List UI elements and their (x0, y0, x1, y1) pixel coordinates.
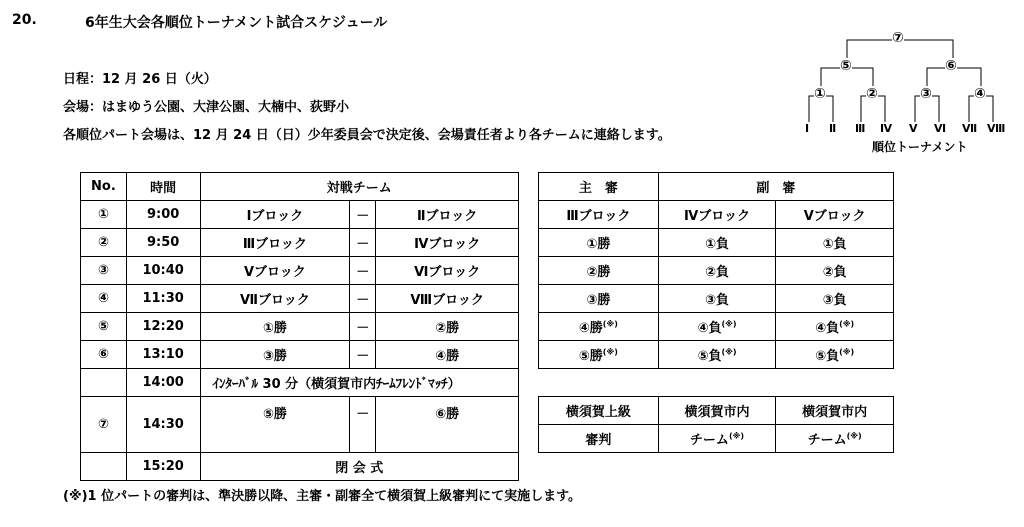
team-2: Ⅱブロック (376, 201, 519, 229)
assistant-2: ①負 (776, 229, 894, 257)
chief-referee (539, 341, 659, 369)
assistant-1: ①負 (658, 229, 776, 257)
vs-dash: － (350, 201, 376, 229)
final-chief-line1: 横須賀上級 (539, 397, 659, 425)
table-row (539, 425, 894, 453)
match-schedule-table (80, 172, 519, 481)
match-time: 9:00 (126, 201, 200, 229)
final-row (81, 397, 519, 453)
vs-dash: － (350, 397, 376, 453)
bracket-match-5: ⑤ (840, 58, 852, 74)
match-no: ③ (81, 257, 127, 285)
match-time: 11:30 (126, 285, 200, 313)
chief-referee: Ⅲブロック (539, 201, 659, 229)
match-no: ④ (81, 285, 127, 313)
bracket-match-2: ② (866, 86, 878, 102)
bracket-block-7: Ⅶ (962, 122, 978, 135)
assistant-2-text: ⑤負 (815, 349, 840, 364)
header-match: 対戦チーム (200, 173, 518, 201)
empty-cell (81, 453, 127, 481)
bracket-caption: 順位トーナメント (872, 140, 968, 154)
team-1: ⑤勝 (200, 397, 350, 453)
note-mark: (※) (846, 431, 862, 441)
bracket-block-1: Ⅰ (805, 122, 810, 135)
page-title: 6年生大会各順位トーナメント試合スケジュール (85, 15, 388, 31)
chief-referee: ③勝 (539, 285, 659, 313)
vs-dash: － (350, 341, 376, 369)
table-row (539, 257, 894, 285)
assistant-2 (776, 313, 894, 341)
chief-referee-text: ④勝 (578, 321, 603, 336)
bracket-match-4: ④ (974, 86, 986, 102)
chief-referee: ①勝 (539, 229, 659, 257)
assistant-2 (776, 341, 894, 369)
header-chief-referee: 主 審 (539, 173, 659, 201)
match-time: 9:50 (126, 229, 200, 257)
bracket-block-3: Ⅲ (855, 122, 866, 135)
bracket-block-6: Ⅵ (934, 122, 947, 135)
table-row (539, 229, 894, 257)
note-mark: (※) (721, 347, 737, 357)
final-assistant2-text: チーム (807, 433, 847, 448)
final-referee-table (538, 396, 894, 453)
assistant-1-text: ④負 (697, 321, 722, 336)
assistant-1 (658, 313, 776, 341)
team-2: Ⅵブロック (376, 257, 519, 285)
team-1: Ⅶブロック (200, 285, 350, 313)
final-assistant1-line2 (658, 425, 776, 453)
match-no: ① (81, 201, 127, 229)
bracket-match-3: ③ (920, 86, 932, 102)
final-assistant1-text: チーム (689, 433, 729, 448)
note-mark: (※) (721, 319, 737, 329)
match-no: ⑦ (81, 397, 127, 453)
schedule-date: 日程：12 月 26 日（火） (63, 72, 217, 87)
chief-referee-text: ⑤勝 (578, 349, 603, 364)
team-1: Ⅲブロック (200, 229, 350, 257)
venue-list: 会場：はまゆう公園、大津公園、大楠中、荻野小 (63, 100, 350, 115)
closing-row (81, 453, 519, 481)
assistant-2-text: ④負 (815, 321, 840, 336)
table-row (81, 285, 519, 313)
table-row (81, 313, 519, 341)
note-mark: (※) (728, 431, 745, 441)
header-no: No. (81, 173, 127, 201)
assistant-2: ③負 (776, 285, 894, 313)
closing-time: 15:20 (126, 453, 200, 481)
interval-text: ｲﾝﾀｰﾊﾞﾙ 30 分（横須賀市内ﾁｰﾑﾌﾚﾝﾄﾞﾏｯﾁ） (200, 369, 518, 397)
bracket-match-1: ① (814, 86, 826, 102)
table-row (81, 201, 519, 229)
match-time: 10:40 (126, 257, 200, 285)
bracket-block-8: Ⅷ (987, 122, 1006, 135)
vs-dash: － (350, 313, 376, 341)
team-2: ④勝 (376, 341, 519, 369)
footnote: (※)1 位パートの審判は、準決勝以降、主審・副審全て横須賀上級審判にて実施します。 (63, 489, 582, 504)
closing-ceremony: 閉 会 式 (200, 453, 518, 481)
empty-cell (81, 369, 127, 397)
team-1: ③勝 (200, 341, 350, 369)
vs-dash: － (350, 285, 376, 313)
table-row (539, 285, 894, 313)
team-1: Ⅰブロック (200, 201, 350, 229)
tournament-bracket (800, 18, 1020, 163)
table-row (539, 201, 894, 229)
table-row (539, 341, 894, 369)
table-header-row (539, 173, 894, 201)
bracket-match-6: ⑥ (945, 58, 957, 74)
chief-referee: ②勝 (539, 257, 659, 285)
assistant-2: ②負 (776, 257, 894, 285)
bracket-block-4: Ⅳ (880, 122, 893, 135)
match-time: 14:30 (126, 397, 200, 453)
table-row (81, 229, 519, 257)
table-row (81, 341, 519, 369)
header-assistant-referee: 副 審 (658, 173, 893, 201)
match-no: ⑤ (81, 313, 127, 341)
vs-dash: － (350, 229, 376, 257)
table-row (539, 397, 894, 425)
bracket-block-2: Ⅱ (829, 122, 837, 135)
assistant-1: ②負 (658, 257, 776, 285)
interval-time: 14:00 (126, 369, 200, 397)
assistant-1: ③負 (658, 285, 776, 313)
final-assistant2-line2 (776, 425, 894, 453)
referee-table (538, 172, 894, 369)
match-time: 12:20 (126, 313, 200, 341)
header-time: 時間 (126, 173, 200, 201)
vs-dash: － (350, 257, 376, 285)
table-row (81, 257, 519, 285)
match-no: ② (81, 229, 127, 257)
assistant-1 (658, 341, 776, 369)
venue-note: 各順位パート会場は、12 月 24 日（日）少年委員会で決定後、会場責任者より各チームに連絡します。 (63, 128, 671, 143)
team-1: ①勝 (200, 313, 350, 341)
assistant-2: Ⅴブロック (776, 201, 894, 229)
team-2: Ⅷブロック (376, 285, 519, 313)
match-time: 13:10 (126, 341, 200, 369)
assistant-1-text: ⑤負 (697, 349, 722, 364)
table-row (539, 313, 894, 341)
note-mark: (※) (602, 319, 618, 329)
team-1: Ⅴブロック (200, 257, 350, 285)
team-2: Ⅳブロック (376, 229, 519, 257)
interval-row (81, 369, 519, 397)
bracket-match-7: ⑦ (892, 30, 904, 46)
note-mark: (※) (602, 347, 618, 357)
team-2: ⑥勝 (376, 397, 519, 453)
note-mark: (※) (839, 319, 855, 329)
assistant-1: Ⅳブロック (658, 201, 776, 229)
team-2: ②勝 (376, 313, 519, 341)
chief-referee (539, 313, 659, 341)
section-number: 20. (12, 12, 37, 28)
bracket-block-5: Ⅴ (909, 122, 918, 135)
note-mark: (※) (839, 347, 855, 357)
match-no: ⑥ (81, 341, 127, 369)
final-chief-line2: 審判 (539, 425, 659, 453)
table-header-row (81, 173, 519, 201)
final-assistant1-line1: 横須賀市内 (658, 397, 776, 425)
final-assistant2-line1: 横須賀市内 (776, 397, 894, 425)
